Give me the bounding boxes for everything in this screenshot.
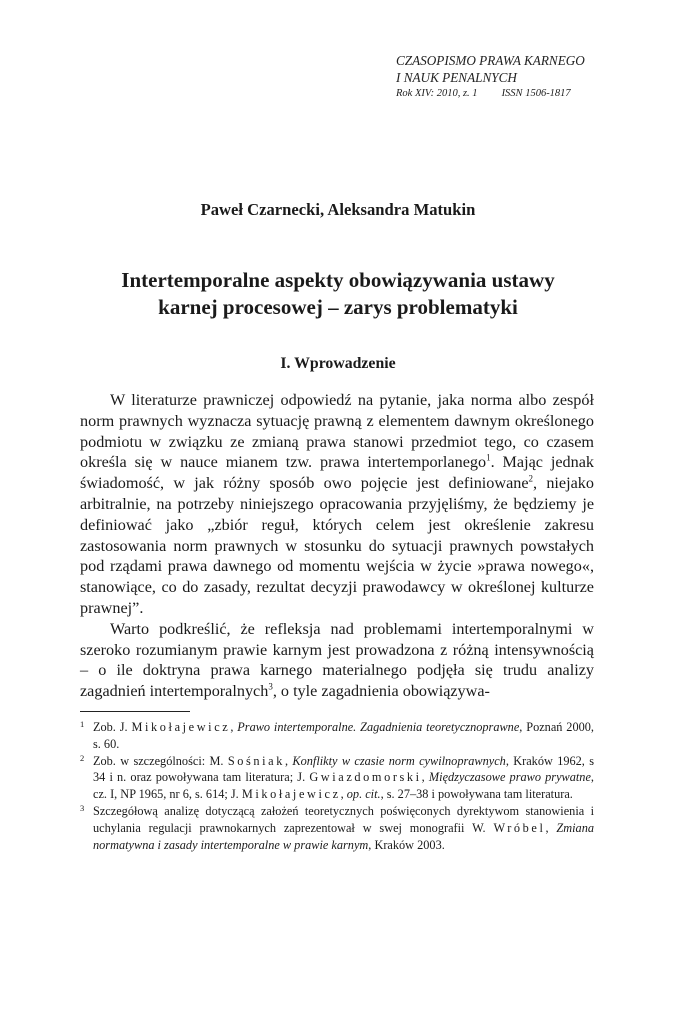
footnote-3 (80, 803, 594, 853)
footnote-1 (80, 719, 594, 753)
paragraph-2-text-b: , o tyle zagadnienia obowiązywa- (272, 682, 490, 701)
footnote-ref-3: 3 (268, 681, 273, 692)
footnote-work: Prawo intertemporalne. Zagadnienia teoretycznoprawne (237, 720, 520, 734)
footnote-text: , Kraków 1962, s 34 i n. oraz powoływana tam literatura; J. (93, 753, 594, 785)
journal-title-line1: CZASOPISMO PRAWA KARNEGO (396, 53, 585, 68)
footnote-author: Sośniak (227, 753, 285, 768)
journal-issn: ISSN 1506-1817 (501, 88, 571, 99)
journal-header (396, 52, 626, 101)
footnote-text: Zob. w szczególności: M. (93, 753, 228, 768)
footnote-author: Gwiazdomorski (309, 770, 422, 785)
footnote-author: Mikołajewicz (241, 787, 341, 802)
paragraph-1 (80, 390, 594, 619)
footnote-text: , (285, 753, 293, 768)
article-title-line1: Intertemporalne aspekty obowiązywania ustawy (121, 268, 555, 292)
section-heading: I. Wprowadzenie (280, 355, 396, 372)
article-authors: Paweł Czarnecki, Aleksandra Matukin (200, 200, 476, 219)
footnote-work: op. cit. (346, 787, 381, 802)
footnote-author: Mikołajewicz (131, 720, 231, 734)
paragraph-2-text-a: Warto podkreślić, że refleksja nad problemami intertemporalnymi w szeroko rozumianym prawie karnym jest prowadzona z różną intensywnością – o ile doktryna prawa karnego materialnego podjęła się trudu analizy zagadnień intertemporalnych (80, 619, 594, 701)
footnote-number: 3 (80, 802, 85, 813)
footnote-work: Konflikty w czasie norm cywilnoprawnych (292, 753, 506, 768)
footnote-work: Międzyczasowe prawo prywatne (428, 770, 591, 785)
body-text (80, 390, 594, 702)
footnote-ref-1: 1 (486, 453, 491, 463)
journal-title-line2: I NAUK PENALNYCH (396, 70, 517, 85)
footnote-work: Zmiana normatywna i zasady intertemporalne w prawie karnym (93, 820, 594, 852)
article-title (60, 267, 616, 321)
paragraph-1-text-c: , niejako arbitralnie, na potrzeby niniejszego opracowania przyjęliśmy, że będziemy je definiować jako „zbiór reguł, których celem jest określenie zakresu zastosowania norm prawnych w stosunku do sytuacji prawnych powstałych pod rządami prawa dawnego od momentu wejścia w życie »prawa nowego«, stanowiące, co do zasady, rezultat decyzji prawodawcy w określonej kulturze prawnej”. (80, 474, 594, 617)
journal-meta (396, 86, 626, 101)
paragraph-1-text-a: W literaturze prawniczej odpowiedź na pytanie, jaka norma albo zespół norm prawnych wyznacza sytuację prawną z elementem dawnym określonego podmiotu w związku ze zmianą prawa stanowi przedmiot tego, co czasem określa się w nauce mianem tzw. prawa intertemporlanego (80, 391, 594, 472)
footnote-text: Szczegółową analizę dotyczącą założeń teoretycznych poświęconych dyrektywom stanowienia i uchylania regulacji prawnokarnych zaprezentował w swej monografii W. (93, 803, 594, 835)
footnotes (80, 719, 594, 853)
footnote-text: Zob. J. (93, 720, 132, 734)
footnote-text: , (340, 787, 347, 802)
footnote-text: , s. 27–38 i powoływana tam literatura. (380, 787, 573, 802)
footnote-author: Wróbel (493, 820, 546, 835)
footnote-text: , cz. I, NP 1965, nr 6, s. 614; J. (93, 770, 594, 802)
paragraph-2 (80, 619, 594, 702)
footnote-ref-2: 2 (528, 473, 534, 484)
footnote-text: , (545, 820, 557, 835)
footnote-text: , Kraków 2003. (368, 837, 445, 852)
footnote-text: , Poznań 2000, s. 60. (93, 720, 594, 751)
footnote-separator (80, 711, 190, 712)
journal-volume: Rok XIV: 2010, z. 1 (396, 88, 478, 99)
footnote-number: 1 (80, 719, 85, 729)
footnote-text: , (230, 720, 238, 734)
footnote-number: 2 (80, 752, 85, 763)
footnote-2 (80, 753, 594, 803)
paragraph-1-text-b: . Mając jednak świadomość, w jak różny sposób owo pojęcie jest definiowane (80, 453, 594, 493)
footnote-text: , (421, 770, 429, 785)
article-title-line2: karnej procesowej – zarys problematyki (158, 295, 518, 319)
